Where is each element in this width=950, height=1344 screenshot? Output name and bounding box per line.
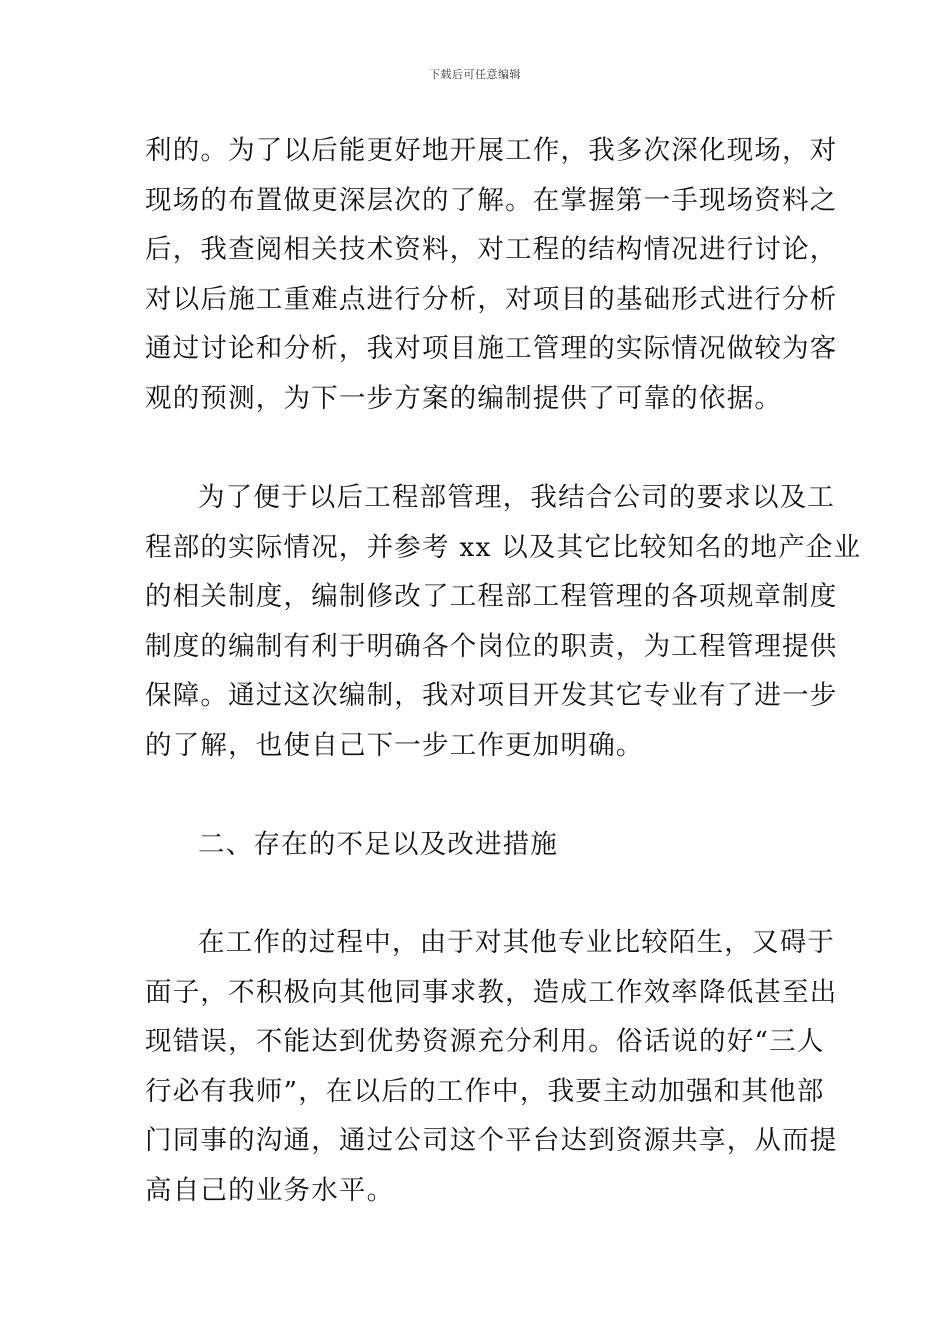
paragraph-improvements xyxy=(145,918,838,1215)
paragraph-site-investigation xyxy=(145,126,838,423)
section-heading xyxy=(145,820,810,870)
text-line: 保障。通过这次编制，我对项目开发其它专业有了进一步 xyxy=(145,680,838,711)
text-line: 行必有我师”，在以后的工作中，我要主动加强和其他部 xyxy=(145,1075,825,1107)
header-note: 下载后可任意编辑 xyxy=(429,68,521,81)
text-line: 面子，不积极向其他同事求教，造成工作效率降低甚至出 xyxy=(145,976,838,1008)
text-line: 观的预测，为下一步方案的编制提供了可靠的依据。 xyxy=(145,382,783,414)
paragraph-management-rules xyxy=(145,473,862,770)
text-line: 门同事的沟通，通过公司这个平台达到资源共享，从而提 xyxy=(145,1125,838,1156)
text-line: 现场的布置做更深层次的了解。在掌握第一手现场资料之 xyxy=(145,184,838,216)
text-line: 对以后施工重难点进行分析，对项目的基础形式进行分析 xyxy=(145,283,838,315)
text-line: 的相关制度，编制修改了工程部工程管理的各项规章制度 xyxy=(145,581,838,612)
text-line: 制度的编制有利于明确各个岗位的职责，为工程管理提供 xyxy=(145,630,838,662)
section-heading-text: 二、存在的不足以及改进措施 xyxy=(198,829,559,860)
text-line: 为了便于以后工程部管理，我结合公司的要求以及工 xyxy=(198,482,836,513)
text-line: 的了解，也使自己下一步工作更加明确。 xyxy=(145,729,644,761)
text-line: 高自己的业务水平。 xyxy=(145,1174,395,1206)
text-line: 在工作的过程中，由于对其他专业比较陌生，又碍于 xyxy=(198,927,836,958)
text-line: 程部的实际情况，并参考 xx 以及其它比较知名的地产企业 xyxy=(145,531,862,563)
text-line: 后，我查阅相关技术资料，对工程的结构情况进行讨论， xyxy=(145,234,838,265)
text-line: 现错误，不能达到优势资源充分利用。俗话说的好“三人 xyxy=(145,1026,825,1057)
text-line: 利的。为了以后能更好地开展工作，我多次深化现场，对 xyxy=(145,135,838,166)
text-line: 通过讨论和分析，我对项目施工管理的实际情况做较为客 xyxy=(145,333,838,364)
